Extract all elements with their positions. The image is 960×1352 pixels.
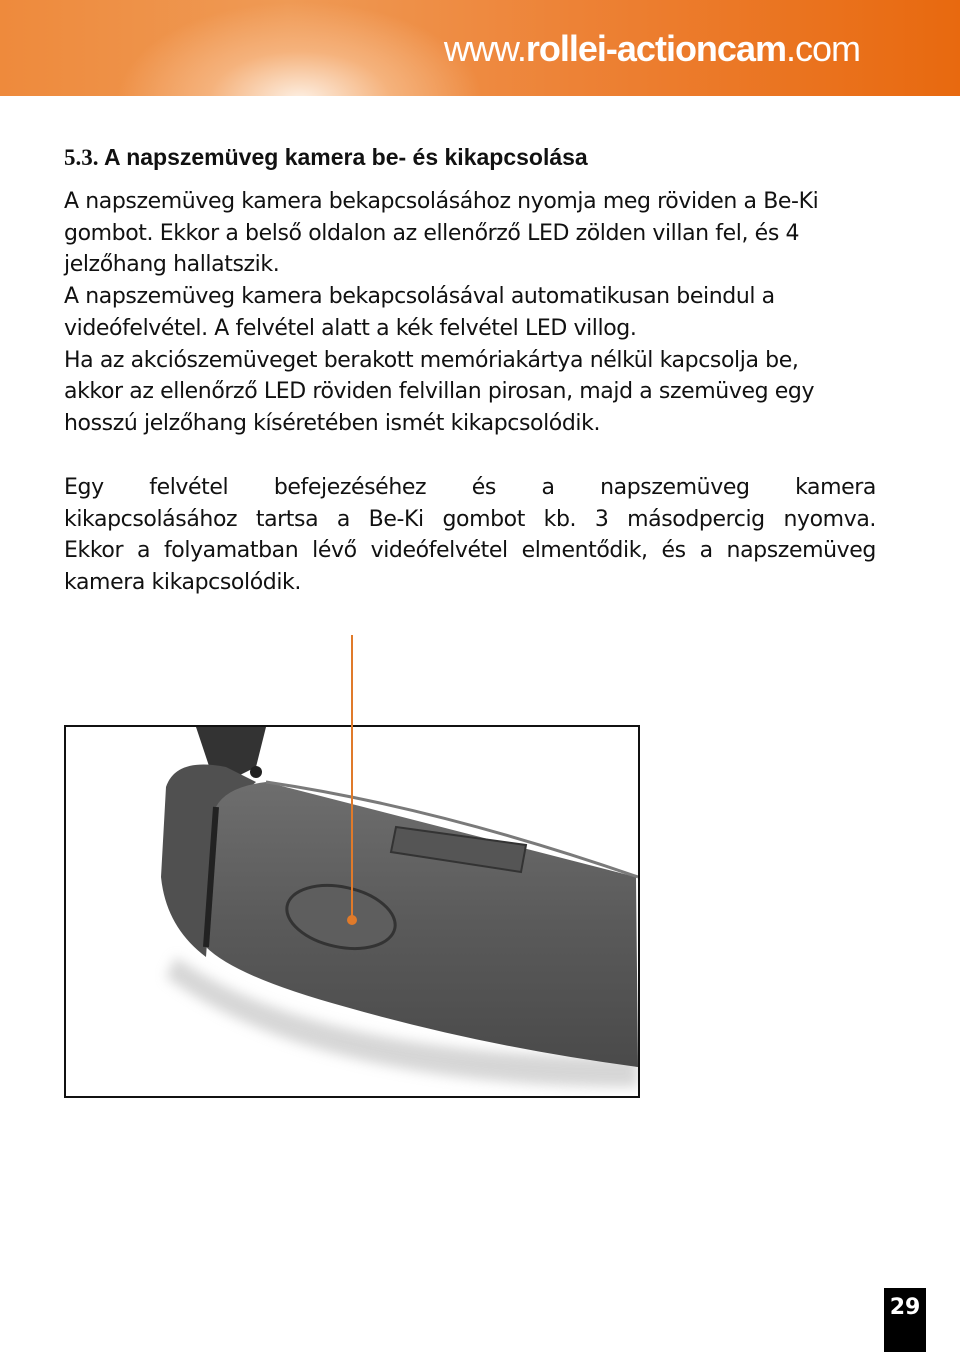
url-prefix: www. [443, 28, 526, 69]
page-header-banner [0, 0, 960, 96]
page-number: 29 [884, 1288, 926, 1352]
callout-dot-power-button [347, 915, 357, 925]
text-line: hosszú jelzőhang kíséretében ismét kikapcsolódik. [64, 410, 601, 436]
section-number: 5.3. [64, 145, 99, 170]
text-line: videófelvétel. A felvétel alatt a kék felvétel LED villog. [64, 315, 637, 341]
paragraph-power-off [64, 472, 876, 599]
paragraph-power-on [64, 186, 876, 440]
url-suffix: .com [785, 28, 860, 69]
callout-line [351, 635, 353, 920]
text-line: Ha az akciószemüveget berakott memóriakártya nélkül kapcsolja be, [64, 347, 799, 373]
section-title: A napszemüveg kamera be- és kikapcsolása [104, 144, 588, 170]
text-line: Ekkor a folyamatban lévő videófelvétel elmentődik, és a napszemüveg [64, 538, 876, 564]
text-line: kikapcsolásához tartsa a Be-Ki gombot kb. 3 másodpercig nyomva. [64, 506, 876, 532]
text-line: kamera kikapcsolódik. [64, 570, 301, 596]
text-line: gombot. Ekkor a belső oldalon az ellenőrző LED zölden villan fel, és 4 [64, 220, 800, 246]
text-line: Egy felvétel befejezéséhez és a napszemüveg kamera [64, 475, 876, 500]
url-brand: rollei-actioncam [525, 28, 786, 69]
text-line: akkor az ellenőrző LED röviden felvillan pirosan, majd a szemüveg egy [64, 379, 815, 405]
text-line: A napszemüveg kamera bekapcsolásához nyomja meg röviden a Be-Ki [64, 189, 819, 214]
text-line: jelzőhang hallatszik. [64, 252, 280, 278]
text-line: A napszemüveg kamera bekapcsolásával automatikusan beindul a [64, 284, 775, 310]
website-url[interactable] [444, 28, 860, 70]
section-heading [64, 144, 588, 171]
